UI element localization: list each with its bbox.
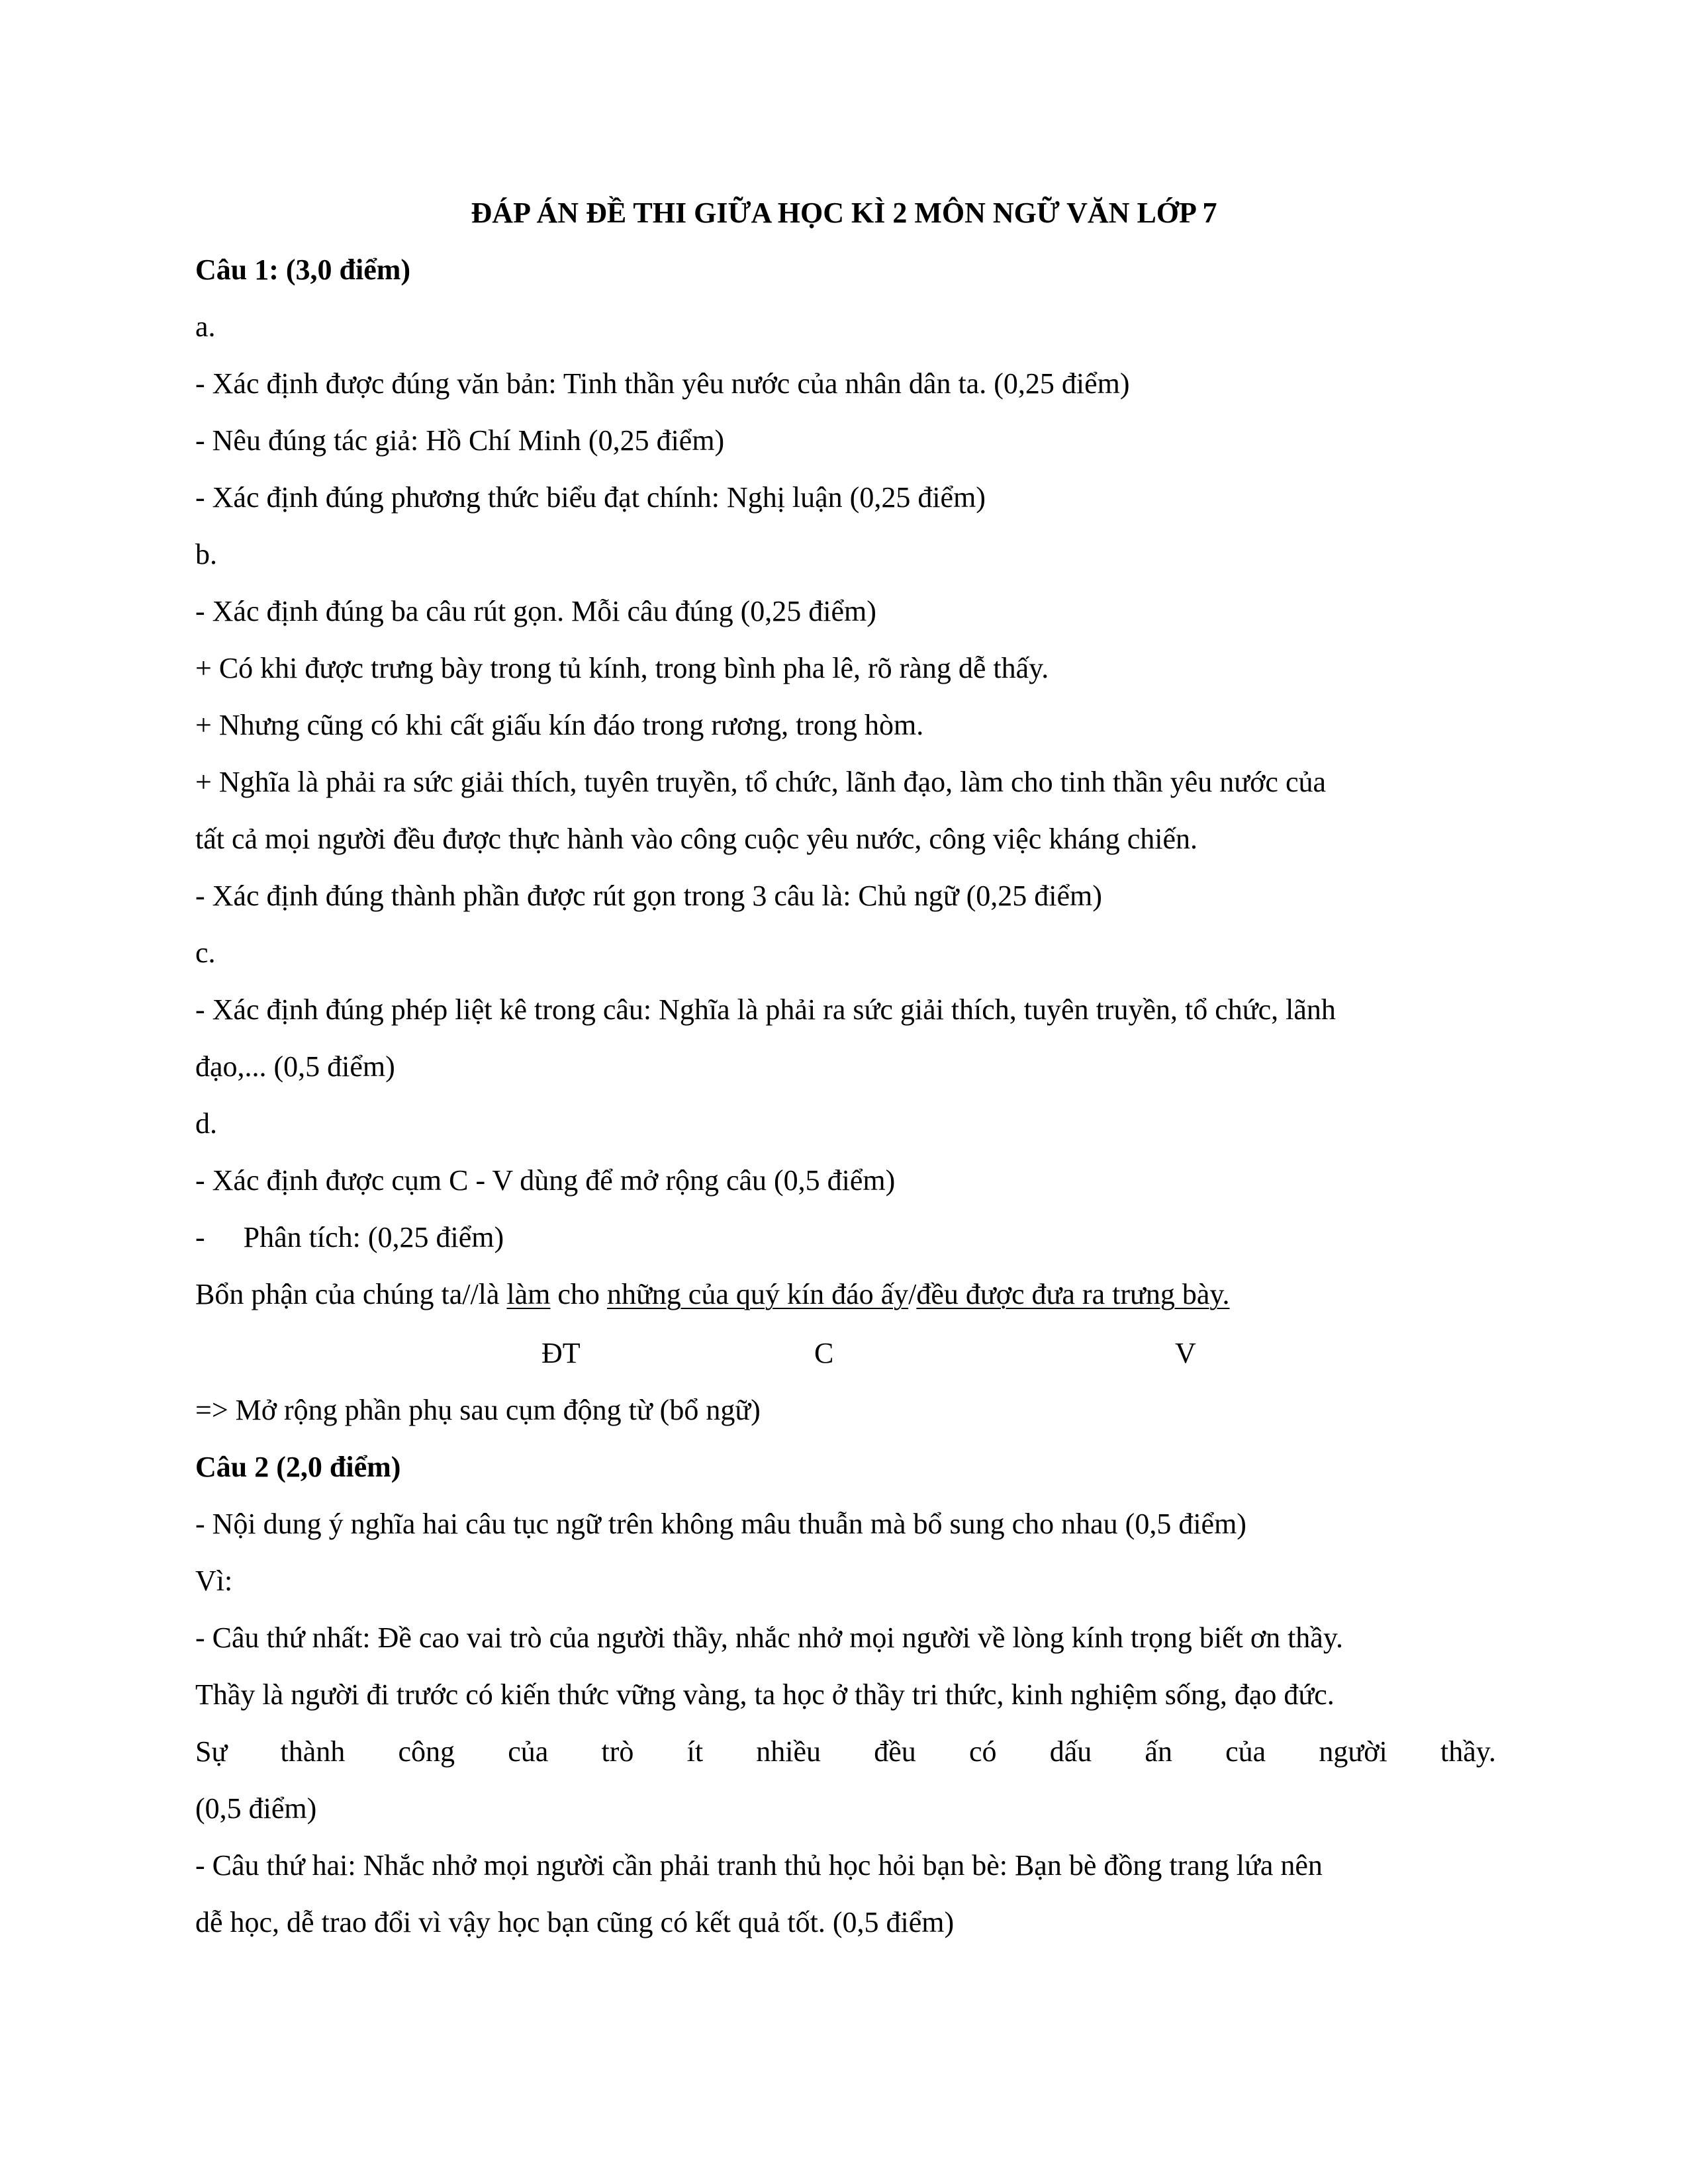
word: ấn xyxy=(1145,1735,1172,1768)
cau2-line2d: (0,5 điểm) xyxy=(195,1792,317,1825)
cau1-b-line5: - Xác định đúng thành phần được rút gọn trong 3 câu là: Chủ ngữ (0,25 điểm) xyxy=(195,880,1102,912)
label-v: V xyxy=(1175,1337,1196,1369)
cau2-vi: Vì: xyxy=(195,1565,233,1597)
label-c: C xyxy=(814,1337,834,1369)
cau1-c-line1a: - Xác định đúng phép liệt kê trong câu: Nghĩa là phải ra sức giải thích, tuyên truyền, tổ chức, lãnh xyxy=(195,993,1336,1026)
word: ít xyxy=(686,1735,704,1768)
cau1-b-line3: + Nhưng cũng có khi cất giấu kín đáo trong rương, trong hòm. xyxy=(195,709,924,741)
word: có xyxy=(968,1735,997,1768)
cau1-a-label: a. xyxy=(195,310,216,343)
cau1-b-line2: + Có khi được trưng bày trong tủ kính, trong bình pha lê, rõ ràng dễ thấy. xyxy=(195,652,1049,684)
cau2-line3a: - Câu thứ hai: Nhắc nhở mọi người cần phải tranh thủ học hỏi bạn bè: Bạn bè đồng trang lứa nên xyxy=(195,1849,1323,1882)
cau1-d-line2 xyxy=(195,1218,504,1257)
cau1-conclusion: => Mở rộng phần phụ sau cụm động từ (bổ ngữ) xyxy=(195,1394,761,1426)
cau1-c-label: c. xyxy=(195,936,216,969)
cau1-d-label: d. xyxy=(195,1107,217,1140)
label-dt: ĐT xyxy=(541,1337,581,1369)
word: đều xyxy=(874,1735,916,1768)
sentence-slash: / xyxy=(908,1278,917,1310)
document-title: ĐÁP ÁN ĐỀ THI GIỮA HỌC KÌ 2 MÔN NGỮ VĂN LỚP 7 xyxy=(471,197,1217,229)
word: của xyxy=(1225,1735,1266,1768)
sentence-predicate: đều được đưa ra trưng bày. xyxy=(916,1278,1230,1310)
cau2-line1: - Nội dung ý nghĩa hai câu tục ngữ trên không mâu thuẫn mà bổ sung cho nhau (0,5 điểm) xyxy=(195,1508,1246,1540)
cau2-line2b: Thầy là người đi trước có kiến thức vững vàng, ta học ở thầy tri thức, kinh nghiệm sống, đạo đức. xyxy=(195,1678,1335,1711)
cau2-line2c xyxy=(195,1732,1496,1772)
cau1-c-line1b: đạo,... (0,5 điểm) xyxy=(195,1050,395,1083)
cau1-b-line1: - Xác định đúng ba câu rút gọn. Mỗi câu đúng (0,25 điểm) xyxy=(195,595,876,627)
word: thầy. xyxy=(1440,1735,1496,1768)
sentence-cho: cho xyxy=(550,1278,607,1310)
sentence-subject: những của quý kín đáo ấy xyxy=(606,1278,909,1310)
word: dấu xyxy=(1049,1735,1092,1768)
cau1-heading: Câu 1: (3,0 điểm) xyxy=(195,253,411,286)
word: người xyxy=(1319,1735,1387,1768)
cau1-a-line3: - Xác định đúng phương thức biểu đạt chính: Nghị luận (0,25 điểm) xyxy=(195,481,986,514)
cau1-b-line4a: + Nghĩa là phải ra sức giải thích, tuyên truyền, tổ chức, lãnh đạo, làm cho tinh thần yêu nước của xyxy=(195,766,1327,798)
cau1-a-line1: - Xác định được đúng văn bản: Tinh thần yêu nước của nhân dân ta. (0,25 điểm) xyxy=(195,367,1130,400)
word: trò xyxy=(601,1735,634,1768)
cau2-line2a: - Câu thứ nhất: Đề cao vai trò của người thầy, nhắc nhở mọi người về lòng kính trọng biết ơn thầy. xyxy=(195,1621,1343,1654)
cau1-b-line4b: tất cả mọi người đều được thực hành vào công cuộc yêu nước, công việc kháng chiến. xyxy=(195,823,1198,855)
sentence-part1: Bổn phận của chúng ta//là xyxy=(195,1278,507,1310)
sentence-verb: làm xyxy=(506,1278,551,1310)
cau1-b-label: b. xyxy=(195,538,217,570)
grammar-labels xyxy=(0,1334,1688,1373)
cau1-a-line2: - Nêu đúng tác giả: Hồ Chí Minh (0,25 điểm) xyxy=(195,424,725,457)
word: nhiều xyxy=(756,1735,821,1768)
word: thành xyxy=(280,1735,346,1768)
analysis-label: Phân tích: (0,25 điểm) xyxy=(243,1221,504,1253)
word: Sự xyxy=(195,1735,228,1768)
cau2-line3b: dễ học, dễ trao đổi vì vậy học bạn cũng có kết quả tốt. (0,5 điểm) xyxy=(195,1906,955,1938)
analysis-sentence xyxy=(195,1275,1230,1314)
word: của xyxy=(508,1735,549,1768)
word: công xyxy=(398,1735,455,1768)
cau1-d-line1: - Xác định được cụm C - V dùng để mở rộng câu (0,5 điểm) xyxy=(195,1164,896,1197)
cau2-heading: Câu 2 (2,0 điểm) xyxy=(195,1451,401,1483)
bullet-dash: - xyxy=(195,1221,205,1253)
